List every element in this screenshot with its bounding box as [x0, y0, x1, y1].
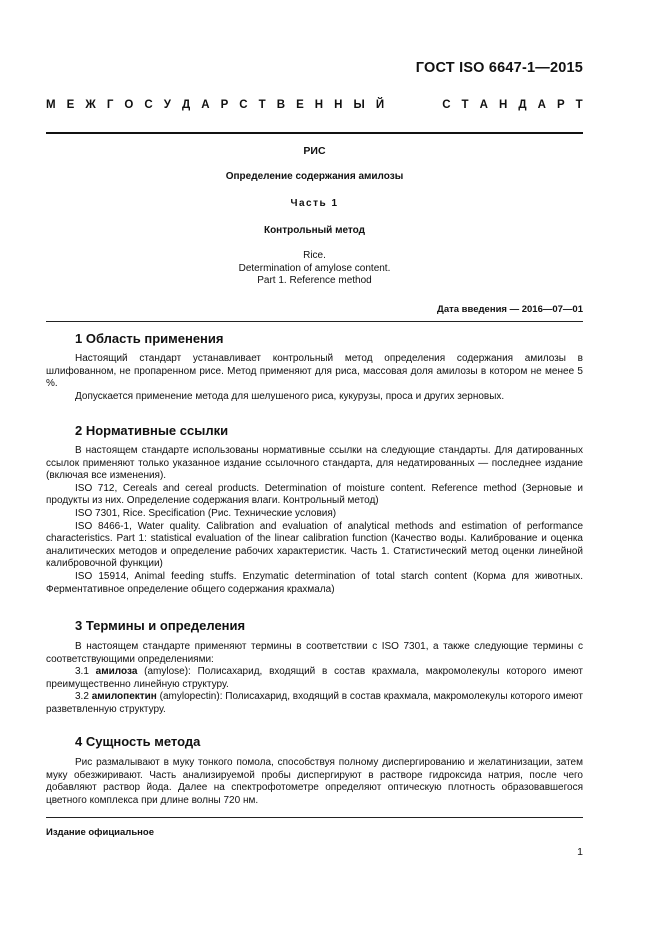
section-3-heading: 3 Термины и определения — [75, 618, 246, 633]
banner-letter: У — [163, 99, 171, 111]
reference-iso-7301: ISO 7301, Rice. Specification (Рис. Технические условия) — [75, 507, 337, 519]
banner-letter: Р — [556, 99, 565, 111]
term-name: амилопектин — [91, 691, 157, 703]
date-rule — [46, 321, 583, 322]
english-title-line: Rice. — [303, 250, 326, 261]
english-title — [46, 250, 583, 288]
paragraph: В настоящем стандарте использованы нормативные ссылки на следующие стандарты. Для датированных ссылок применяют только указанное издание ссылочного стандарта, для недатированных — последнее издание (включая все изменения). — [46, 445, 583, 482]
banner-letter: Г — [106, 99, 114, 111]
banner-letter: Ж — [85, 99, 96, 111]
document-title: РИС — [303, 145, 326, 157]
banner-letter: Д — [518, 99, 527, 111]
term-number: 3.2 — [75, 691, 89, 703]
term-text: (amylopectin): Полисахарид, входящий в состав крахмала, макромолекулы которого имеют разветвленную структуру. — [46, 691, 583, 715]
document-subtitle: Определение содержания амилозы — [225, 171, 404, 182]
banner-letter: А — [201, 99, 210, 111]
term-definition — [46, 691, 583, 716]
banner-letter: С — [144, 99, 153, 111]
term-name: амилоза — [95, 666, 138, 678]
banner-letter: С — [442, 99, 451, 111]
english-title-line: Part 1. Reference method — [257, 275, 372, 286]
banner-letter: Н — [498, 99, 508, 111]
section-2-body — [46, 445, 583, 596]
header-rule — [46, 132, 583, 134]
footer-rule — [46, 817, 583, 818]
banner-letter: Й — [375, 99, 385, 111]
reference-iso-712: ISO 712, Cereals and cereal products. Determination of moisture content. Reference method (Зерновые и продукты из них. Определение содержания влаги. Контрольный метод) — [46, 482, 583, 507]
banner-letter: А — [479, 99, 488, 111]
english-title-line: Determination of amylose content. — [238, 262, 391, 274]
paragraph: Настоящий стандарт устанавливает контрольный метод определения содержания амилозы в шлифованном, не пропаренном рисе. Метод применяют для риса, массовая доля амилозы в котором не менее 5 %. — [46, 353, 583, 390]
term-number: 3.1 — [75, 666, 89, 678]
term-text: (amylose): Полисахарид, входящий в состав крахмала, макромолекулы которого имеют преимущественно линейную структуру. — [46, 666, 583, 690]
effective-date: Дата введения — 2016—07—01 — [437, 304, 583, 315]
banner-letter: Т — [575, 99, 583, 111]
part-number: Часть 1 — [290, 198, 339, 209]
section-1-body — [46, 353, 583, 403]
section-4-heading: 4 Сущность метода — [75, 734, 201, 749]
banner-letter: Т — [258, 99, 266, 111]
banner-letter: Е — [66, 99, 75, 111]
banner-letter: Т — [461, 99, 469, 111]
official-edition-label: Издание официальное — [46, 827, 154, 838]
banner-gap — [395, 99, 431, 111]
section-2-heading: 2 Нормативные ссылки — [75, 423, 229, 438]
banner-letter: Е — [296, 99, 304, 111]
page-number: 1 — [577, 846, 583, 858]
reference-iso-15914: ISO 15914, Animal feeding stuffs. Enzymatic determination of total starch content (Корма для животных. Ферментативное определение общего содержания крахмала) — [46, 570, 583, 595]
paragraph: В настоящем стандарте применяют термины в соответствии с ISO 7301, а также следующие термины с соответствующими определениями: — [46, 641, 583, 665]
reference-iso-8466-1: ISO 8466-1, Water quality. Calibration and evaluation of analytical methods and estimation of performance characteristics. Part 1: statistical evaluation of the linear calibration function (Качество воды. Калибрование и оценка аналитических методов и определение рабочих характеристик. Часть 1. Статистический метод оценки линейной калибровочной функции) — [46, 520, 583, 570]
section-4-body — [46, 757, 583, 807]
part-title: Контрольный метод — [263, 225, 366, 236]
term-definition — [46, 666, 583, 691]
banner-letter: Р — [220, 99, 229, 111]
banner-letter: Д — [181, 99, 191, 111]
interstate-standard-banner — [46, 99, 583, 111]
paragraph: Рис размалывают в муку тонкого помола, способствуя полному диспергированию и желатинизации, затем муку обезжиривают. Часть анализируемой пробы диспергируют в растворе гидроксида натрия, после чего добавляют раствор йода. Далее на спектрофотометре определяют оптическую плотность образовавшегося цветного комплекса при длине волны 720 нм. — [46, 757, 583, 806]
banner-letter: А — [537, 99, 546, 111]
standard-code: ГОСТ ISO 6647-1—2015 — [415, 60, 583, 76]
section-3-body — [46, 641, 583, 717]
banner-letter: Ы — [353, 99, 365, 111]
banner-letter: Н — [334, 99, 343, 111]
banner-letter: В — [276, 99, 286, 111]
banner-letter: М — [46, 99, 56, 111]
section-1-heading: 1 Область применения — [75, 331, 224, 346]
paragraph: Допускается применение метода для шелушеного риса, кукурузы, проса и других зерновых. — [75, 390, 505, 402]
banner-letter: Н — [314, 99, 324, 111]
banner-letter: С — [239, 99, 248, 111]
banner-letter: О — [124, 99, 134, 111]
